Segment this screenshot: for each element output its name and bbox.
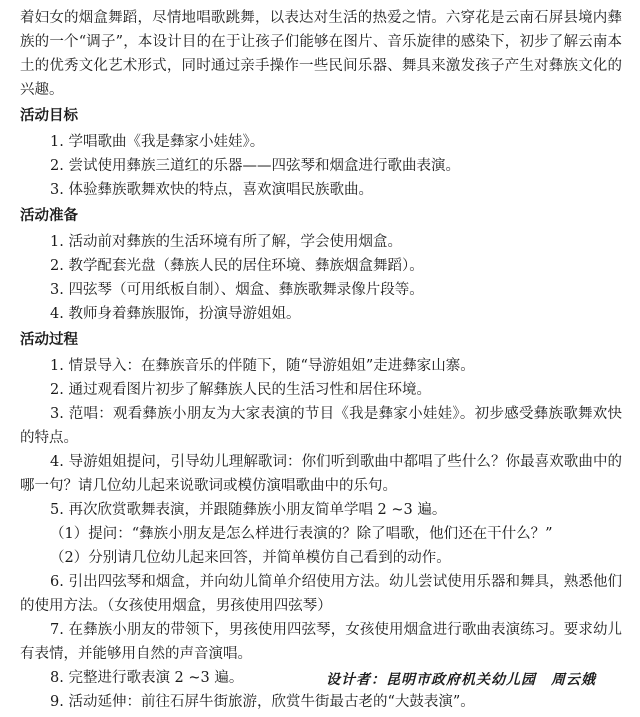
item-number: 6. [50, 574, 64, 590]
item-number: 4. [50, 454, 64, 470]
item-number: 8. [50, 670, 64, 686]
item-text: 在彝族小朋友的带领下，男孩使用四弦琴，女孩使用烟盒进行歌曲表演练习。要求幼儿有表情，并能够用自然的声音演唱。 [20, 622, 623, 662]
item-text: 范唱：观看彝族小朋友为大家表演的节目《我是彝家小娃娃》。初步感受彝族歌舞欢快的特点。 [20, 406, 623, 446]
item-text: 活动延伸：前往石屏牛街旅游，欣赏牛街最古老的“大鼓表演”。 [68, 694, 475, 710]
prep-heading: 活动准备 [20, 208, 78, 224]
goal-item-3 [20, 178, 622, 202]
process-item-5 [20, 498, 622, 522]
author-line: 设计者：昆明市政府机关幼儿园 周云娥 [326, 672, 596, 688]
item-number: 2. [50, 158, 64, 174]
item-number: 4. [50, 306, 64, 322]
process-heading: 活动过程 [20, 332, 78, 348]
process-item-2 [20, 378, 622, 402]
item-text: 分别请几位幼儿起来回答，并简单模仿自己看到的动作。 [88, 550, 451, 566]
item-number: 3. [50, 282, 64, 298]
prep-item-3 [20, 278, 622, 302]
item-number: 3. [50, 182, 64, 198]
item-text: 体验彝族歌舞欢快的特点，喜欢演唱民族歌曲。 [68, 182, 373, 198]
item-text: 四弦琴（可用纸板自制）、烟盒、彝族歌舞录像片段等。 [68, 282, 424, 298]
item-number: 3. [50, 406, 64, 422]
item-text: 情景导入：在彝族音乐的伴随下，随“导游姐姐”走进彝家山寨。 [68, 358, 475, 374]
item-text: 导游姐姐提问，引导幼儿理解歌词：你们听到歌曲中都唱了些什么？你最喜欢歌曲中的哪一句？请几位幼儿起来说歌词或模仿演唱歌曲中的乐句。 [20, 454, 623, 494]
item-number: （1） [50, 526, 89, 542]
item-number: 1. [50, 358, 64, 374]
process-item-9 [20, 690, 622, 714]
prep-item-4 [20, 302, 622, 326]
item-number: 1. [50, 234, 64, 250]
item-number: 1. [50, 134, 64, 150]
item-text: 教师身着彝族服饰，扮演导游姐姐。 [68, 306, 301, 322]
process-item-7 [20, 618, 622, 666]
prep-item-2 [20, 254, 622, 278]
item-text: 学唱歌曲《我是彝家小娃娃》。 [68, 134, 265, 150]
goals-heading: 活动目标 [20, 108, 78, 124]
item-number: 7. [50, 622, 64, 638]
item-text: 完整进行歌表演 2 ~3 遍。 [68, 670, 244, 686]
item-text: 引出四弦琴和烟盒，并向幼儿简单介绍使用方法。幼儿尝试使用乐器和舞具，熟悉他们的使用方法。（女孩使用烟盒，男孩使用四弦琴） [20, 574, 623, 614]
process-subitem-1 [20, 522, 622, 546]
process-subitem-2 [20, 546, 622, 570]
item-text: 提问：“彝族小朋友是怎么样进行表演的？除了唱歌，他们还在干什么？” [88, 526, 553, 542]
goal-item-2 [20, 154, 622, 178]
item-text: 通过观看图片初步了解彝族人民的生活习性和居住环境。 [68, 382, 431, 398]
item-text: 再次欣赏歌舞表演，并跟随彝族小朋友简单学唱 2 ~3 遍。 [68, 502, 447, 518]
item-text: 尝试使用彝族三道红的乐器——四弦琴和烟盒进行歌曲表演。 [68, 158, 460, 174]
item-number: 5. [50, 502, 64, 518]
item-number: 2. [50, 258, 64, 274]
process-item-1 [20, 354, 622, 378]
process-item-3 [20, 402, 622, 450]
item-number: 2. [50, 382, 64, 398]
prep-item-1 [20, 230, 622, 254]
process-item-6 [20, 570, 622, 618]
goal-item-1 [20, 130, 622, 154]
item-number: （2） [50, 550, 89, 566]
intro-paragraph: 着妇女的烟盒舞蹈，尽情地唱歌跳舞，以表达对生活的热爱之情。六穿花是云南石屏县境内彝族的一个“调子”，本设计目的在于让孩子们能够在图片、音乐旋律的感染下，初步了解云南本土的优秀文化艺术形式，同时通过亲手操作一些民间乐器、舞具来激发孩子产生对彝族文化的兴趣。 [20, 10, 622, 98]
item-number: 9. [50, 694, 64, 710]
process-item-4 [20, 450, 622, 498]
item-text: 教学配套光盘（彝族人民的居住环境、彝族烟盒舞蹈）。 [68, 258, 424, 274]
item-text: 活动前对彝族的生活环境有所了解，学会使用烟盒。 [68, 234, 402, 250]
